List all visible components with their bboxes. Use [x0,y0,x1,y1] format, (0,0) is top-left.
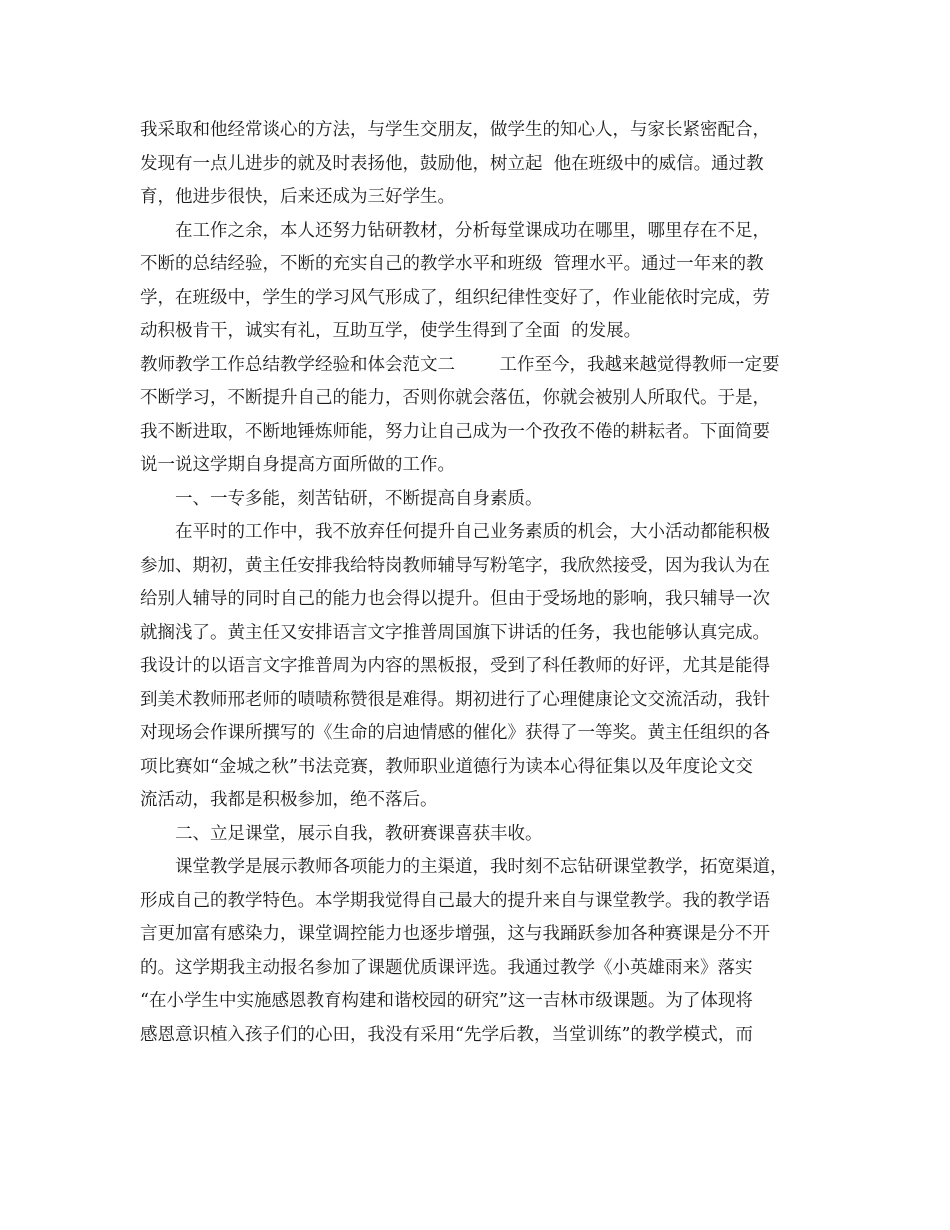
text-line: 在工作之余，本人还努力钻研教材，分析每堂课成功在哪里，哪里存在不足， [175,220,770,241]
text-line: 项比赛如“金城之秋”书法竞赛，教师职业道德行为读本心得征集以及年度论文交 [140,756,753,777]
text-line: 感恩意识植入孩子们的心田，我没有采用“先学后教，当堂训练”的教学模式，而 [140,1024,753,1045]
text-line: 我不断进取，不断地锤炼师能，努力让自己成为一个孜孜不倦的耕耘者。下面简要 [140,421,770,442]
text-line: 不断的总结经验，不断的充实自己的教学水平和班级 管理水平。通过一年来的教 [140,254,764,274]
text-line: 言更加富有感染力，课堂调控能力也逐步增强，这与我踊跃参加各种赛课是分不开 [140,924,770,944]
text-line: 育，他进步很快，后来还成为三好学生。 [140,187,455,207]
text-line: 给别人辅导的同时自己的能力也会得以提升。但由于受场地的影响，我只辅导一次 [140,589,770,609]
text-line: 一、一专多能，刻苦钻研，不断提高自身素质。 [175,488,543,509]
text-line: 课堂教学是展示教师各项能力的主渠道，我时刻不忘钻研课堂教学，拓宽渠道， [175,857,788,877]
text-line: 动积极肯干，诚实有礼，互助互学，使学生得到了全面 的发展。 [140,321,642,341]
text-line: 学，在班级中，学生的学习风气形成了，组织纪律性变好了，作业能依时完成，劳 [140,287,770,308]
text-line: 参加、期初，黄主任安排我给特岗教师辅导写粉笔字，我欣然接受，因为我认为在 [140,555,770,576]
text-line: 我设计的以语言文字推普周为内容的黑板报，受到了科任教师的好评，尤其是能得 [140,656,770,676]
text-line: 流活动，我都是积极参加，绝不落后。 [140,790,438,810]
text-line: 不断学习，不断提升自己的能力，否则你就会落伍，你就会被别人所取代。于是， [140,388,770,408]
text-line: 形成自己的教学特色。本学期我觉得自己最大的提升来自与课堂教学。我的教学语 [140,890,770,911]
text-line: 到美术教师邢老师的啧啧称赞很是难得。期初进行了心理健康论文交流活动，我针 [140,689,770,710]
text-line: 在平时的工作中，我不放弃任何提升自己业务素质的机会，大小活动都能积极 [175,522,770,542]
text-line: 对现场会作课所撰写的《生命的启迪情感的催化》获得了一等奖。黄主任组织的各 [140,723,770,743]
document-body [140,114,830,1052]
text-line: 二、立足课堂，展示自我，教研赛课喜获丰收。 [175,823,543,844]
text-line: 发现有一点儿进步的就及时表扬他，鼓励他，树立起 他在班级中的威信。通过教 [140,153,764,174]
text-line: 教师教学工作总结教学经验和体会范文二 工作至今，我越来越觉得教师一定要 [140,354,780,375]
text-line: 的。这学期我主动报名参加了课题优质课评选。我通过教学《小英雄雨来》落实 [140,957,753,978]
text-line: 就搁浅了。黄主任又安排语言文字推普周国旗下讲话的任务，我也能够认真完成。 [140,622,770,643]
text-line: “在小学生中实施感恩教育构建和谐校园的研究”这一吉林市级课题。为了体现将 [140,991,753,1011]
text-line: 我采取和他经常谈心的方法，与学生交朋友，做学生的知心人，与家长紧密配合， [140,120,770,140]
text-line: 说一说这学期自身提高方面所做的工作。 [140,455,455,475]
